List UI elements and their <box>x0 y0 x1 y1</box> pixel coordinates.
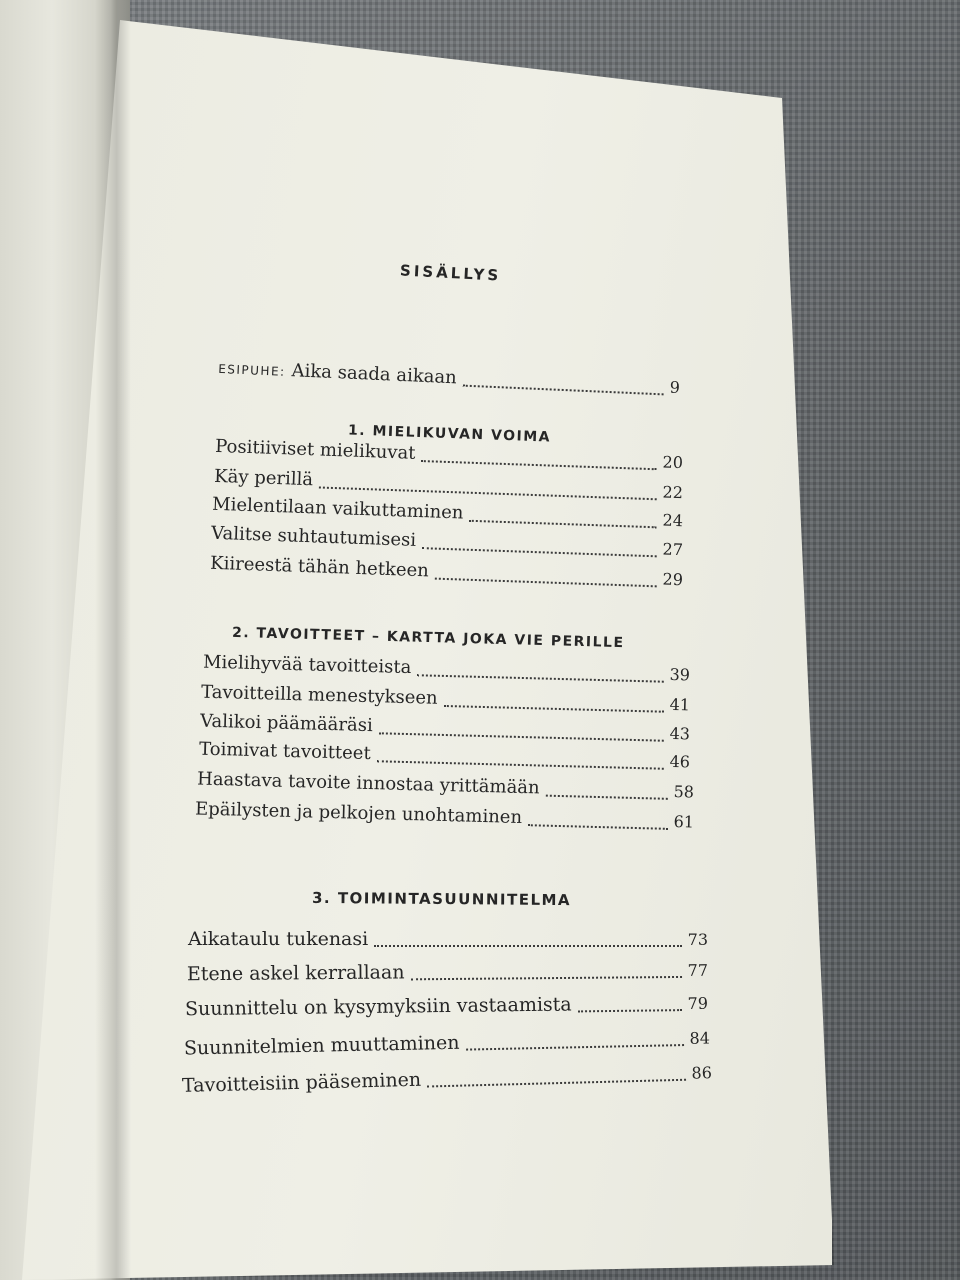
page-number: 61 <box>673 812 695 832</box>
toc-entry-title: Kiireestä tähän hetkeen <box>209 552 430 582</box>
page-number: 22 <box>662 482 684 503</box>
page-number: 86 <box>691 1063 713 1083</box>
toc-entry-title: Positiiviset mielikuvat <box>214 435 416 464</box>
preface-prefix: ESIPUHE: <box>217 361 286 379</box>
dot-leader <box>411 976 682 980</box>
dot-leader <box>545 795 667 800</box>
dot-leader <box>578 1009 682 1012</box>
dot-leader <box>427 1079 685 1088</box>
page-number: 43 <box>669 723 691 744</box>
toc-entry <box>185 992 708 1024</box>
toc-entry-title: Valikoi päämääräsi <box>199 710 374 737</box>
toc-entry-title: Tavoitteilla menestykseen <box>200 681 438 709</box>
toc-title: SISÄLLYS <box>399 261 502 285</box>
toc-entry-title: Käy perillä <box>213 465 314 491</box>
toc-entry-preface <box>218 357 681 403</box>
toc-entry-title: Mielentilaan vaikuttaminen <box>211 493 464 524</box>
toc-entry-title: Haastava tavoite innostaa yrittämään <box>196 768 540 799</box>
toc-entry-title: Suunnittelu on kysymyksiin vastaamista <box>184 993 572 1021</box>
dot-leader <box>443 705 663 713</box>
chapter-heading: 2. TAVOITTEET – KARTTA JOKA VIE PERILLE <box>231 624 625 652</box>
toc-entry-title: Suunnitelmien muuttaminen <box>183 1031 460 1060</box>
page-number: 9 <box>669 377 681 398</box>
toc-entry-title: Tavoitteisiin pääseminen <box>181 1068 422 1097</box>
page-number: 84 <box>689 1028 711 1048</box>
dot-leader <box>376 760 663 770</box>
page-number: 79 <box>687 993 709 1014</box>
page-number: 58 <box>673 781 695 802</box>
page-number: 20 <box>662 452 684 473</box>
chapter-heading: 3. TOIMINTASUUNNITELMA <box>311 888 572 910</box>
toc-entry <box>187 959 708 990</box>
page-number: 24 <box>662 510 684 531</box>
dot-leader <box>466 1044 684 1051</box>
toc-entry-title: Mielihyvää tavoitteista <box>202 651 412 679</box>
dot-leader <box>528 824 668 830</box>
page-number: 46 <box>669 751 691 772</box>
dot-leader <box>319 486 657 500</box>
chapter-heading: 1. MIELIKUVAN VOIMA <box>347 422 552 446</box>
dot-leader <box>374 945 681 947</box>
toc-entry-title: Aikataulu tukenasi <box>188 928 369 950</box>
toc-entry <box>182 1061 712 1101</box>
preface-title: Aika saada aikaan <box>291 360 458 389</box>
dot-leader <box>462 385 663 396</box>
toc-entry-title <box>218 357 457 388</box>
dot-leader <box>469 520 656 529</box>
toc-entry-title: Valitse suhtautumisesi <box>210 522 417 551</box>
toc-entry <box>188 928 708 954</box>
dot-leader <box>417 674 663 682</box>
toc-entry <box>184 1026 710 1063</box>
toc-entry-title: Toimivat tavoitteet <box>198 738 371 765</box>
page-number: 29 <box>662 569 684 590</box>
dot-leader <box>434 578 656 588</box>
page-number: 39 <box>669 664 691 685</box>
page-number: 77 <box>687 960 709 980</box>
dot-leader <box>421 460 656 470</box>
dot-leader <box>422 547 657 557</box>
page-number: 73 <box>687 930 708 949</box>
page-number: 41 <box>669 694 691 715</box>
toc-entry-title: Epäilysten ja pelkojen unohtaminen <box>194 798 523 829</box>
page-number: 27 <box>662 539 684 560</box>
dot-leader <box>379 732 664 741</box>
toc-entry-title: Etene askel kerrallaan <box>186 961 405 986</box>
